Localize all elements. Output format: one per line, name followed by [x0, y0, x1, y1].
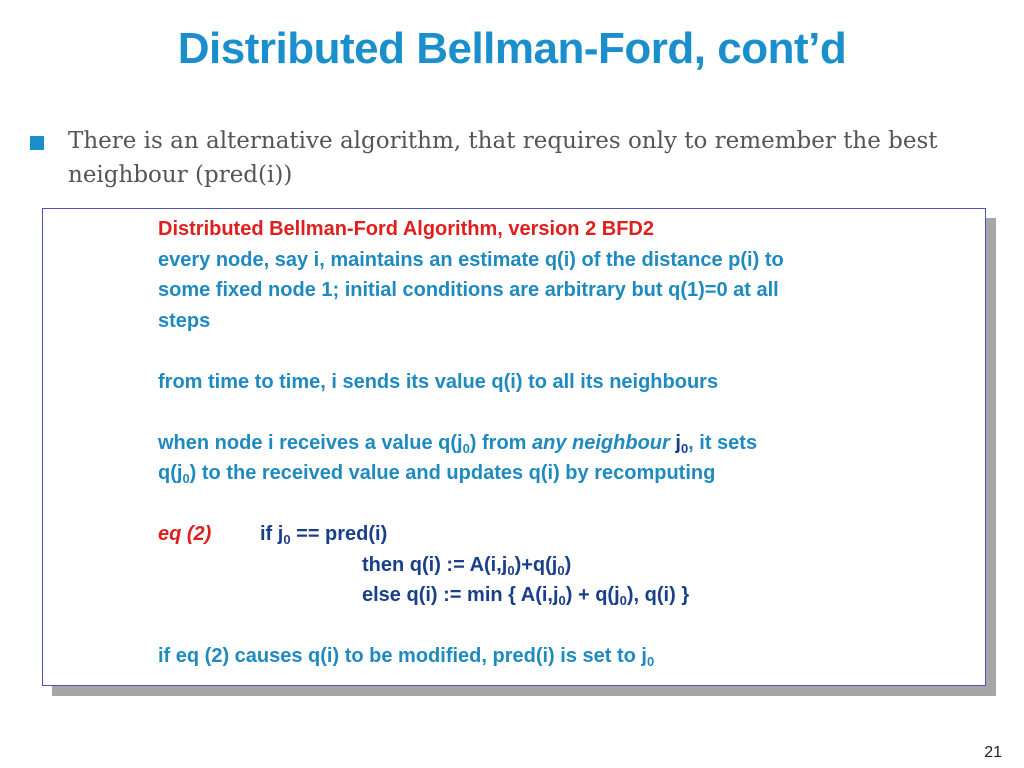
- recv2-subscript: 0: [182, 471, 190, 486]
- algorithm-heading: Distributed Bellman-Ford Algorithm, version 2 BFD2: [158, 218, 654, 240]
- final-subscript: 0: [646, 654, 655, 669]
- algorithm-receive-line: [158, 428, 988, 459]
- if-subscript: 0: [283, 532, 291, 547]
- then-text-a: q(i) := A(i,j: [404, 553, 508, 576]
- algorithm-if-line: [158, 519, 988, 550]
- if-text-b: == pred(i): [290, 523, 388, 545]
- recv2-text-b: ) to the received value and updates q(i) by recomputing: [189, 462, 716, 484]
- else-subscript-1: 0: [558, 593, 566, 608]
- then-keyword: then: [362, 553, 405, 576]
- bullet-text: There is an alternative algorithm, that requires only to remember the best neighbour (pred(i)): [68, 128, 938, 188]
- recv-subscript-2: 0: [680, 440, 689, 456]
- algorithm-desc-line-1: every node, say i, maintains an estimate q(i) of the distance p(i) to: [158, 248, 784, 271]
- if-keyword: if: [260, 523, 273, 545]
- recv-text-d: , it sets: [688, 431, 758, 454]
- then-text-c: ): [564, 553, 572, 576]
- page-number: 21: [984, 744, 1002, 761]
- slide-title: Distributed Bellman-Ford, cont’d: [177, 24, 847, 73]
- algorithm-then-line: [158, 550, 988, 581]
- else-subscript-2: 0: [619, 593, 627, 608]
- recv-italic: any neighbour: [532, 431, 670, 454]
- recv-text-b: ) from: [469, 431, 533, 454]
- algorithm-send-line: from time to time, i sends its value q(i) to all its neighbours: [158, 370, 719, 393]
- recv-subscript: 0: [462, 440, 470, 456]
- algorithm-receive-line-2: [158, 458, 988, 489]
- algorithm-final-line: [158, 641, 988, 672]
- else-keyword: else: [362, 584, 401, 606]
- algorithm-desc-line-3: steps: [158, 309, 211, 332]
- algorithm-desc-line-2: some fixed node 1; initial conditions are arbitrary but q(1)=0 at all: [158, 279, 779, 301]
- else-text-c: ), q(i) }: [626, 584, 690, 606]
- else-text-b: ) + q(j: [565, 584, 620, 606]
- eq-label: eq (2): [158, 523, 212, 545]
- bullet-square-icon: [30, 136, 44, 150]
- else-text-a: q(i) := min { A(i,j: [400, 584, 559, 606]
- recv2-text-a: q(j: [158, 462, 183, 484]
- final-text: if eq (2) causes q(i) to be modified, pred(i) is set to j: [158, 645, 647, 667]
- algorithm-else-line: [158, 580, 988, 611]
- algorithm-text: [158, 214, 988, 672]
- recv-text-c: j: [669, 431, 681, 454]
- recv-text-a: when node i receives a value q(j: [158, 431, 463, 454]
- then-subscript-2: 0: [557, 562, 565, 578]
- if-text-a: j: [272, 523, 284, 545]
- then-text-b: )+q(j: [514, 553, 558, 576]
- then-subscript-1: 0: [507, 562, 515, 578]
